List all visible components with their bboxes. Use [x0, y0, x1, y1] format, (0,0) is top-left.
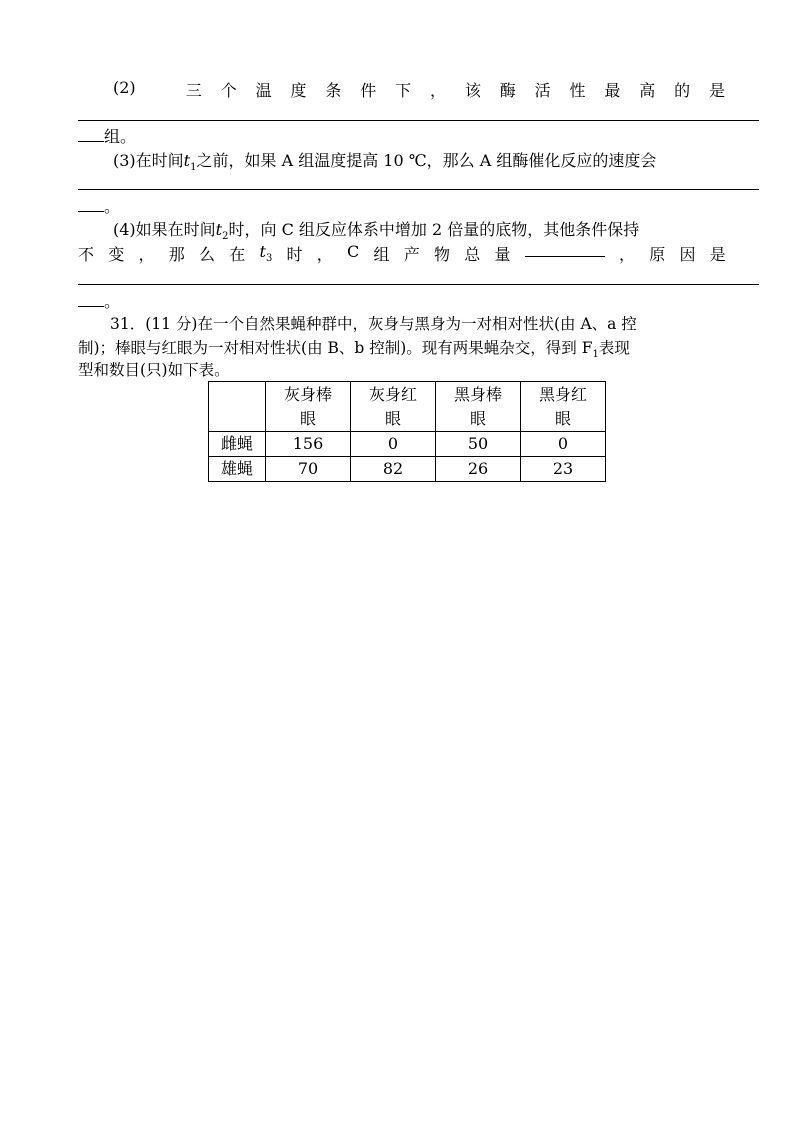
q2-answer-rule [78, 120, 759, 121]
q4-t-sub: 2 [222, 231, 229, 243]
q4-char: 时 [286, 245, 303, 264]
q4-char: 物 [434, 245, 451, 264]
q31-text-3: 型和数目(只)如下表。 [78, 361, 230, 379]
q2-char: 温 [255, 81, 272, 100]
q3-answer-rule [78, 189, 759, 190]
q4-tail: 。 [104, 292, 121, 311]
header-line: 眼 [384, 408, 401, 428]
q3-t-sub: 1 [190, 162, 197, 174]
phenotype-table [208, 381, 606, 482]
q4-char: ， [619, 245, 636, 264]
q4-char: C [347, 242, 360, 261]
q2-char: 最 [604, 81, 621, 100]
q4-char: 不 [78, 245, 95, 264]
q2-char: 是 [708, 81, 725, 100]
q2-answer-blank[interactable] [78, 127, 104, 142]
q4-t3-sub: 3 [265, 253, 273, 265]
q4-char: 是 [709, 245, 726, 264]
header-line: 黑身棒 [453, 384, 502, 404]
q4-tail-line [78, 289, 120, 312]
header-line: 灰身棒 [283, 384, 332, 404]
q31-text-1: 31．(11 分)在一个自然果蝇种群中，灰身与黑身为一对相对性状(由 A、a 控 [110, 315, 637, 333]
q3-tail-line [78, 194, 120, 217]
q2-char: 三 [185, 81, 202, 100]
table-cell: 50 [436, 432, 521, 457]
q4-char: 总 [464, 245, 481, 264]
q4-answer-rule [78, 284, 759, 285]
q31-line2 [78, 336, 630, 360]
header-line: 眼 [299, 408, 316, 428]
q3-t: t [183, 151, 191, 170]
table-row [209, 432, 606, 457]
q3-prefix: (3)在时间 [113, 151, 184, 170]
q4-answer-blank[interactable] [78, 292, 104, 307]
table-header-row [209, 382, 606, 432]
q4-char: 产 [403, 245, 420, 264]
q2-char: 性 [569, 81, 586, 100]
q2-char: 件 [360, 81, 377, 100]
table-corner-cell [209, 382, 266, 432]
q4-t: t [215, 220, 223, 239]
q3-answer-blank[interactable] [78, 197, 104, 212]
q4-line2 [78, 242, 726, 265]
q3-line [113, 148, 656, 173]
q4-t3-var: t [259, 242, 266, 261]
q4-char: 原 [649, 245, 666, 264]
q4-char: 因 [679, 245, 696, 264]
q4-line1 [113, 217, 639, 242]
q4-char: ， [138, 245, 155, 264]
q2-char: 高 [639, 81, 656, 100]
q4-t3 [260, 242, 273, 265]
q31-f1-sub: 1 [592, 349, 599, 361]
q31-text-2-end: 表现 [598, 339, 630, 357]
q2-line [113, 78, 725, 101]
q4-amount-blank[interactable] [525, 242, 605, 257]
q2-tail: 组。 [104, 127, 137, 146]
q4-char: ， [316, 245, 333, 264]
table-cell: 23 [521, 457, 606, 482]
header-line: 眼 [469, 408, 486, 428]
table-cell: 82 [351, 457, 436, 482]
q2-label: (2) [113, 78, 136, 97]
q2-char: 的 [674, 81, 691, 100]
q31-line1 [110, 312, 637, 334]
q2-char: 个 [220, 81, 237, 100]
q4-char: 在 [229, 245, 246, 264]
table-header-cell [266, 382, 351, 432]
q4-char: 变 [108, 245, 125, 264]
table-cell: 156 [266, 432, 351, 457]
table-cell: 26 [436, 457, 521, 482]
q4-char: 么 [199, 245, 216, 264]
q4-char: 那 [168, 245, 185, 264]
q2-char: 酶 [499, 81, 516, 100]
table-cell: 0 [351, 432, 436, 457]
q2-tail-line [78, 124, 136, 147]
table-row [209, 457, 606, 482]
q4-prefix: (4)如果在时间 [113, 220, 216, 239]
header-line: 灰身红 [368, 384, 417, 404]
q2-char: 该 [464, 81, 481, 100]
header-line: 眼 [554, 408, 571, 428]
header-line: 黑身红 [538, 384, 587, 404]
q2-char: 活 [534, 81, 551, 100]
q2-char: 条 [325, 81, 342, 100]
q4-mid: 时，向 C 组反应体系中增加 2 倍量的底物，其他条件保持 [228, 220, 640, 239]
table-cell: 0 [521, 432, 606, 457]
row-label: 雄蝇 [209, 457, 266, 482]
table-header-cell [351, 382, 436, 432]
q4-char: 量 [494, 245, 511, 264]
q31-text-2: 制)；棒眼与红眼为一对相对性状(由 B、b 控制)。现有两果蝇杂交，得到 F [78, 339, 593, 357]
q4-char: 组 [373, 245, 390, 264]
row-label: 雌蝇 [209, 432, 266, 457]
q3-mid: 之前，如果 A 组温度提高 10 ℃，那么 A 组酶催化反应的速度会 [196, 151, 657, 170]
q2-char: 下 [395, 81, 412, 100]
table-header-cell [436, 382, 521, 432]
q2-char: ， [429, 81, 446, 100]
table-header-cell [521, 382, 606, 432]
table-cell: 70 [266, 457, 351, 482]
q2-char: 度 [290, 81, 307, 100]
q31-line3 [78, 358, 230, 380]
q3-tail: 。 [104, 197, 121, 216]
